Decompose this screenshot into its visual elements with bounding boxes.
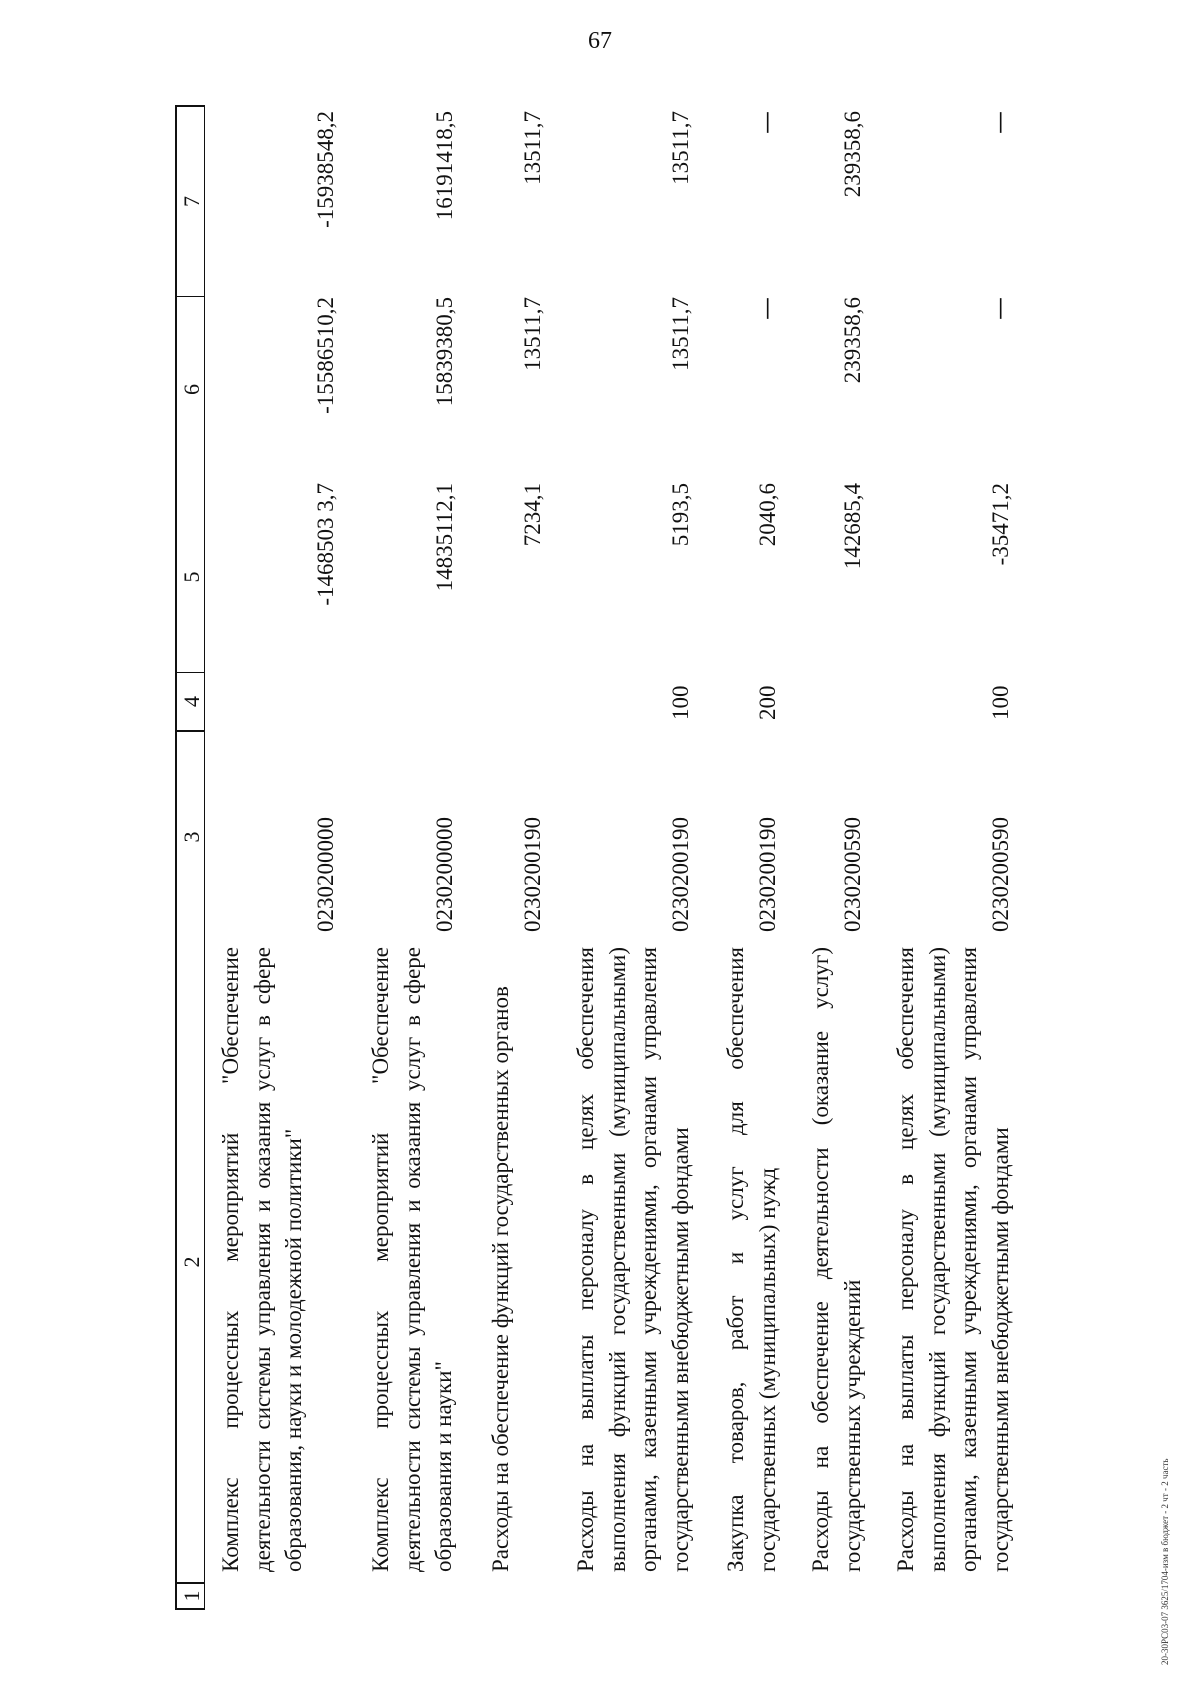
table-row — [570, 105, 696, 1610]
row-description: Закупка товаров, работ и услуг для обеспечения государственных (муниципальных) нужд — [723, 947, 780, 1572]
row-code: 0230200000 — [431, 817, 457, 932]
column-header-1: 1 — [175, 1582, 205, 1610]
row-description: Комплекс процессных мероприятий "Обеспечение деятельности системы управления и оказания услуг в сфере образования и науки" — [368, 947, 456, 1572]
table-row — [215, 105, 341, 1610]
row-description: Расходы на выплаты персоналу в целях обеспечения выполнения функций государственными (муниципальными) органами, казенными учреждениями, органами управления государственными внебюджетными фондами — [893, 947, 1013, 1572]
row-description: Расходы на обеспечение деятельности (оказание услуг) государственных учреждений — [808, 947, 865, 1572]
row-value-col6: — — [753, 297, 780, 320]
column-header-5: 5 — [175, 482, 205, 672]
row-code: 0230200190 — [519, 817, 545, 932]
row-description: Расходы на обеспечение функций государственных органов — [488, 986, 513, 1572]
column-header-2: 2 — [175, 942, 205, 1582]
row-value-col7: 13511,7 — [519, 111, 545, 185]
row-value-col5: -1468503 3,7 — [312, 483, 338, 606]
row-value-col5: 14835112,1 — [431, 483, 457, 592]
table-row — [805, 105, 868, 1610]
document-code: 20-30РС03-07 3625/1704-изм в бюджет - 2 чт - 2 часть — [1160, 1458, 1170, 1665]
budget-table — [175, 105, 1200, 1610]
row-expense-type: 100 — [667, 685, 693, 720]
row-code: 0230200190 — [667, 817, 693, 932]
row-value-col7: 16191418,5 — [431, 111, 457, 221]
row-description: Расходы на выплаты персоналу в целях обеспечения выполнения функций государственными (муниципальными) органами, казенными учреждениями, органами управления государственными внебюджетными фондами — [573, 947, 693, 1572]
table-row — [890, 105, 1016, 1610]
column-header-row — [175, 105, 207, 1610]
row-code: 0230200590 — [987, 817, 1013, 932]
row-value-col7: — — [986, 111, 1013, 134]
row-description: Комплекс процессных мероприятий "Обеспечение деятельности системы управления и оказания услуг в сфере образования, науки и молодежной политики" — [218, 947, 306, 1572]
row-value-col5: 5193,5 — [667, 483, 693, 547]
column-header-3: 3 — [175, 732, 205, 942]
row-code: 0230200000 — [312, 817, 338, 932]
table-row — [720, 105, 783, 1610]
row-value-col6: -15586510,2 — [312, 297, 338, 414]
row-value-col7: -15938548,2 — [312, 111, 338, 228]
row-value-col6: 239358,6 — [839, 297, 865, 384]
row-value-col6: 13511,7 — [519, 297, 545, 371]
row-value-col7: — — [753, 111, 780, 134]
column-header-4: 4 — [175, 672, 205, 732]
row-value-col7: 239358,6 — [839, 111, 865, 198]
row-value-col5: 142685,4 — [839, 483, 865, 570]
row-value-col7: 13511,7 — [667, 111, 693, 185]
row-code: 0230200590 — [839, 817, 865, 932]
table-row — [365, 105, 460, 1610]
row-code: 0230200190 — [754, 817, 780, 932]
column-header-6: 6 — [175, 297, 205, 482]
page-number: 67 — [588, 28, 612, 54]
row-value-col6: 15839380,5 — [431, 297, 457, 407]
table-row — [485, 105, 548, 1610]
row-expense-type: 200 — [754, 685, 780, 720]
row-expense-type: 100 — [987, 685, 1013, 720]
row-value-col5: 7234,1 — [519, 483, 545, 547]
column-header-7: 7 — [175, 105, 205, 297]
row-value-col6: — — [986, 297, 1013, 320]
row-value-col5: 2040,6 — [754, 483, 780, 547]
row-value-col5: -35471,2 — [987, 483, 1013, 566]
row-value-col6: 13511,7 — [667, 297, 693, 371]
